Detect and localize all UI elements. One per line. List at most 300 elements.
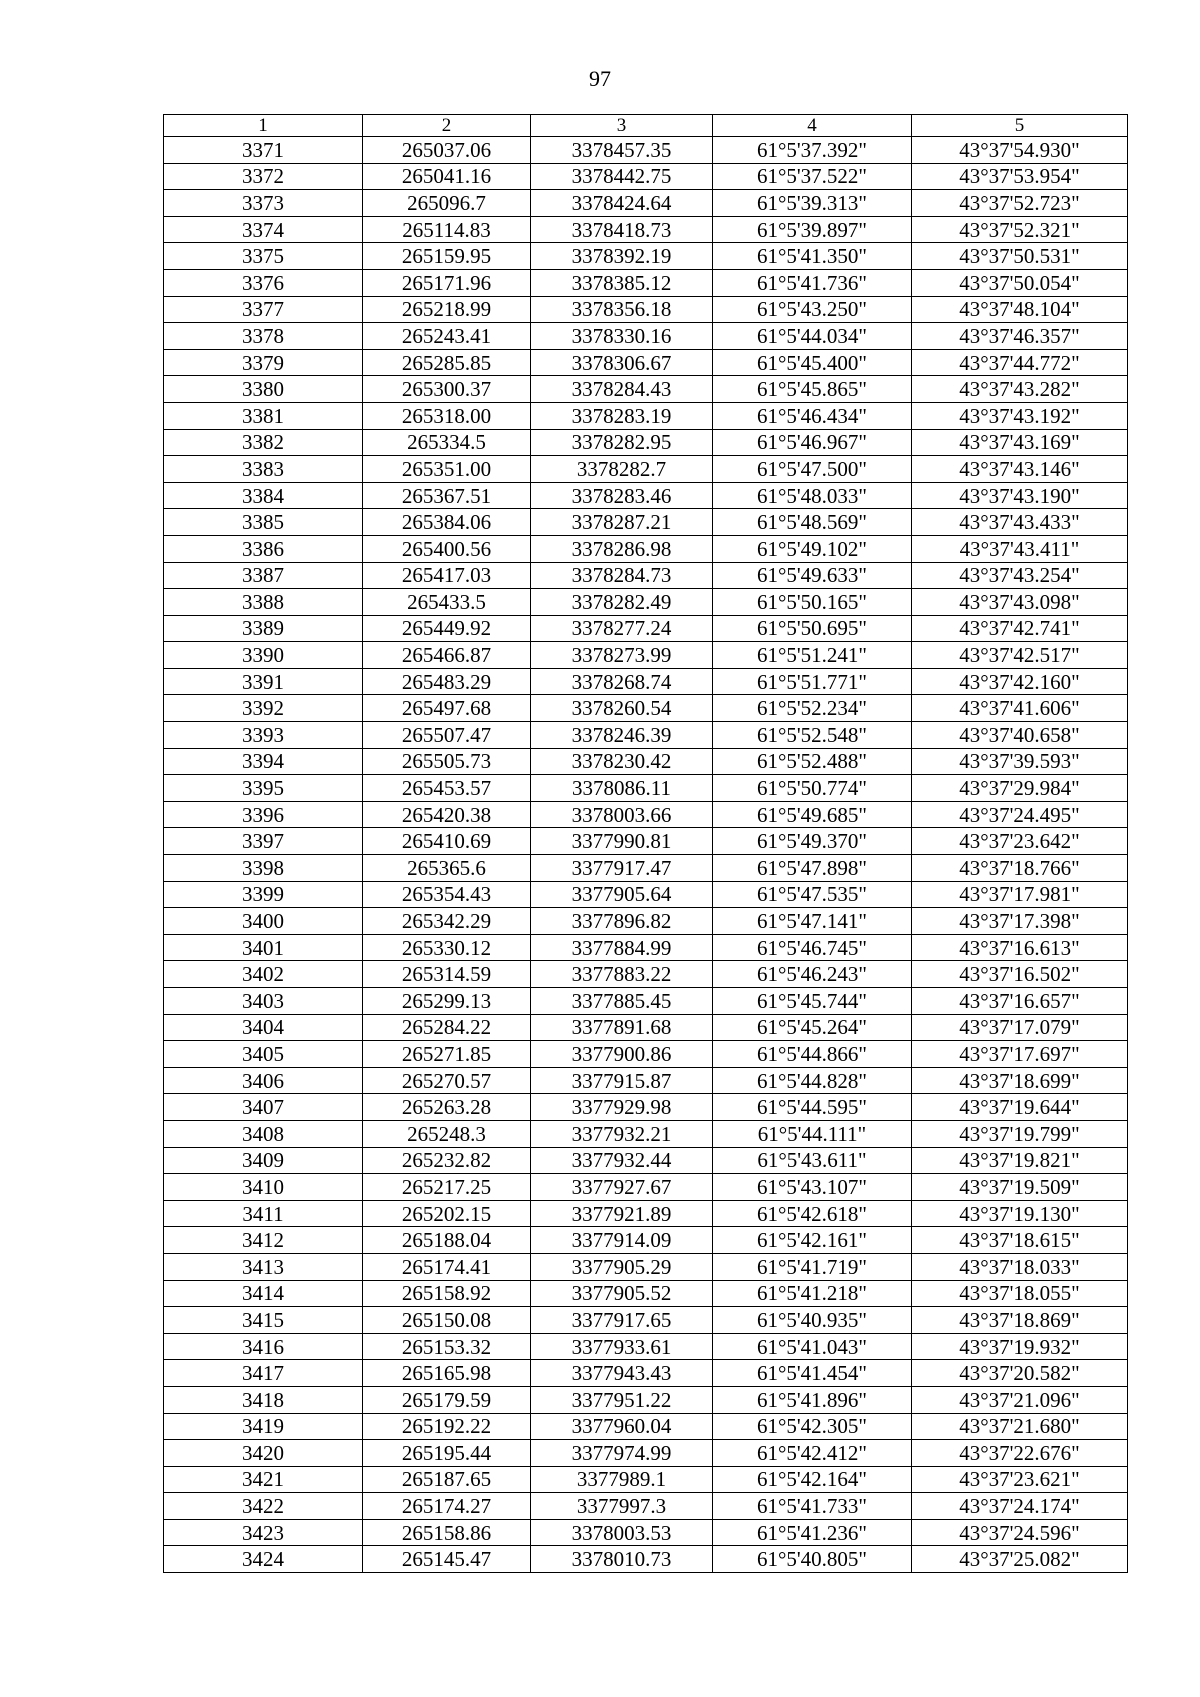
table-row: [164, 376, 1128, 403]
y-coordinate-cell: 3377932.44: [531, 1147, 713, 1174]
latitude-cell: 43°37'22.676": [912, 1440, 1128, 1467]
x-coordinate-cell: 265195.44: [363, 1440, 531, 1467]
x-coordinate-cell: 265351.00: [363, 456, 531, 483]
table-row: [164, 349, 1128, 376]
longitude-cell: 61°5'47.141": [713, 908, 912, 935]
x-coordinate-cell: 265096.7: [363, 190, 531, 217]
x-coordinate-cell: 265174.41: [363, 1253, 531, 1280]
latitude-cell: 43°37'18.615": [912, 1227, 1128, 1254]
x-coordinate-cell: 265497.68: [363, 695, 531, 722]
table-row: [164, 429, 1128, 456]
x-coordinate-cell: 265334.5: [363, 429, 531, 456]
x-coordinate-cell: 265150.08: [363, 1307, 531, 1334]
y-coordinate-cell: 3377943.43: [531, 1360, 713, 1387]
longitude-cell: 61°5'46.243": [713, 961, 912, 988]
longitude-cell: 61°5'45.865": [713, 376, 912, 403]
latitude-cell: 43°37'16.613": [912, 934, 1128, 961]
point-number-cell: 3407: [164, 1094, 363, 1121]
latitude-cell: 43°37'16.502": [912, 961, 1128, 988]
table-row: [164, 1493, 1128, 1520]
latitude-cell: 43°37'18.055": [912, 1280, 1128, 1307]
x-coordinate-cell: 265153.32: [363, 1333, 531, 1360]
longitude-cell: 61°5'44.595": [713, 1094, 912, 1121]
point-number-cell: 3413: [164, 1253, 363, 1280]
column-header: 1: [164, 115, 363, 137]
latitude-cell: 43°37'52.723": [912, 190, 1128, 217]
longitude-cell: 61°5'46.745": [713, 934, 912, 961]
longitude-cell: 61°5'49.685": [713, 801, 912, 828]
table-row: [164, 934, 1128, 961]
x-coordinate-cell: 265179.59: [363, 1386, 531, 1413]
point-number-cell: 3384: [164, 482, 363, 509]
table-row: [164, 243, 1128, 270]
y-coordinate-cell: 3378003.66: [531, 801, 713, 828]
table-row: [164, 1094, 1128, 1121]
latitude-cell: 43°37'23.621": [912, 1466, 1128, 1493]
latitude-cell: 43°37'23.642": [912, 828, 1128, 855]
table-row: [164, 509, 1128, 536]
x-coordinate-cell: 265145.47: [363, 1546, 531, 1573]
table-row: [164, 801, 1128, 828]
point-number-cell: 3385: [164, 509, 363, 536]
y-coordinate-cell: 3378283.46: [531, 482, 713, 509]
point-number-cell: 3408: [164, 1120, 363, 1147]
longitude-cell: 61°5'41.236": [713, 1519, 912, 1546]
table-row: [164, 269, 1128, 296]
point-number-cell: 3424: [164, 1546, 363, 1573]
y-coordinate-cell: 3377974.99: [531, 1440, 713, 1467]
latitude-cell: 43°37'19.130": [912, 1200, 1128, 1227]
x-coordinate-cell: 265037.06: [363, 137, 531, 164]
table-row: [164, 908, 1128, 935]
y-coordinate-cell: 3378306.67: [531, 349, 713, 376]
latitude-cell: 43°37'52.321": [912, 216, 1128, 243]
point-number-cell: 3423: [164, 1519, 363, 1546]
y-coordinate-cell: 3378282.49: [531, 589, 713, 616]
point-number-cell: 3395: [164, 775, 363, 802]
y-coordinate-cell: 3378284.43: [531, 376, 713, 403]
latitude-cell: 43°37'21.680": [912, 1413, 1128, 1440]
column-header: 3: [531, 115, 713, 137]
table-row: [164, 1333, 1128, 1360]
y-coordinate-cell: 3378282.95: [531, 429, 713, 456]
longitude-cell: 61°5'46.967": [713, 429, 912, 456]
y-coordinate-cell: 3377885.45: [531, 988, 713, 1015]
latitude-cell: 43°37'24.495": [912, 801, 1128, 828]
point-number-cell: 3414: [164, 1280, 363, 1307]
table-row: [164, 642, 1128, 669]
y-coordinate-cell: 3377927.67: [531, 1174, 713, 1201]
table-row: [164, 456, 1128, 483]
longitude-cell: 61°5'41.218": [713, 1280, 912, 1307]
y-coordinate-cell: 3377884.99: [531, 934, 713, 961]
y-coordinate-cell: 3377915.87: [531, 1067, 713, 1094]
x-coordinate-cell: 265159.95: [363, 243, 531, 270]
x-coordinate-cell: 265300.37: [363, 376, 531, 403]
x-coordinate-cell: 265158.92: [363, 1280, 531, 1307]
table-row: [164, 535, 1128, 562]
x-coordinate-cell: 265165.98: [363, 1360, 531, 1387]
y-coordinate-cell: 3378086.11: [531, 775, 713, 802]
longitude-cell: 61°5'43.107": [713, 1174, 912, 1201]
y-coordinate-cell: 3378282.7: [531, 456, 713, 483]
page-number: 97: [589, 66, 611, 91]
point-number-cell: 3403: [164, 988, 363, 1015]
point-number-cell: 3389: [164, 615, 363, 642]
y-coordinate-cell: 3378003.53: [531, 1519, 713, 1546]
latitude-cell: 43°37'25.082": [912, 1546, 1128, 1573]
x-coordinate-cell: 265270.57: [363, 1067, 531, 1094]
latitude-cell: 43°37'48.104": [912, 296, 1128, 323]
longitude-cell: 61°5'49.370": [713, 828, 912, 855]
longitude-cell: 61°5'50.165": [713, 589, 912, 616]
latitude-cell: 43°37'16.657": [912, 988, 1128, 1015]
longitude-cell: 61°5'52.234": [713, 695, 912, 722]
x-coordinate-cell: 265314.59: [363, 961, 531, 988]
table-row: [164, 668, 1128, 695]
point-number-cell: 3415: [164, 1307, 363, 1334]
point-number-cell: 3383: [164, 456, 363, 483]
y-coordinate-cell: 3377900.86: [531, 1041, 713, 1068]
y-coordinate-cell: 3378260.54: [531, 695, 713, 722]
longitude-cell: 61°5'41.733": [713, 1493, 912, 1520]
column-header: 2: [363, 115, 531, 137]
x-coordinate-cell: 265284.22: [363, 1014, 531, 1041]
point-number-cell: 3411: [164, 1200, 363, 1227]
latitude-cell: 43°37'43.146": [912, 456, 1128, 483]
table-row: [164, 988, 1128, 1015]
latitude-cell: 43°37'53.954": [912, 163, 1128, 190]
latitude-cell: 43°37'46.357": [912, 323, 1128, 350]
y-coordinate-cell: 3377933.61: [531, 1333, 713, 1360]
y-coordinate-cell: 3378283.19: [531, 402, 713, 429]
point-number-cell: 3390: [164, 642, 363, 669]
table-row: [164, 1307, 1128, 1334]
x-coordinate-cell: 265483.29: [363, 668, 531, 695]
table-row: [164, 1386, 1128, 1413]
x-coordinate-cell: 265217.25: [363, 1174, 531, 1201]
point-number-cell: 3375: [164, 243, 363, 270]
y-coordinate-cell: 3377932.21: [531, 1120, 713, 1147]
latitude-cell: 43°37'18.766": [912, 855, 1128, 882]
longitude-cell: 61°5'41.736": [713, 269, 912, 296]
table-row: [164, 1147, 1128, 1174]
x-coordinate-cell: 265248.3: [363, 1120, 531, 1147]
y-coordinate-cell: 3378457.35: [531, 137, 713, 164]
point-number-cell: 3410: [164, 1174, 363, 1201]
x-coordinate-cell: 265232.82: [363, 1147, 531, 1174]
x-coordinate-cell: 265507.47: [363, 722, 531, 749]
x-coordinate-cell: 265202.15: [363, 1200, 531, 1227]
point-number-cell: 3392: [164, 695, 363, 722]
x-coordinate-cell: 265299.13: [363, 988, 531, 1015]
x-coordinate-cell: 265285.85: [363, 349, 531, 376]
y-coordinate-cell: 3377929.98: [531, 1094, 713, 1121]
point-number-cell: 3381: [164, 402, 363, 429]
longitude-cell: 61°5'44.034": [713, 323, 912, 350]
x-coordinate-cell: 265410.69: [363, 828, 531, 855]
x-coordinate-cell: 265187.65: [363, 1466, 531, 1493]
x-coordinate-cell: 265041.16: [363, 163, 531, 190]
table-row: [164, 855, 1128, 882]
x-coordinate-cell: 265466.87: [363, 642, 531, 669]
longitude-cell: 61°5'43.250": [713, 296, 912, 323]
x-coordinate-cell: 265433.5: [363, 589, 531, 616]
longitude-cell: 61°5'42.305": [713, 1413, 912, 1440]
table-row: [164, 961, 1128, 988]
point-number-cell: 3417: [164, 1360, 363, 1387]
latitude-cell: 43°37'42.517": [912, 642, 1128, 669]
longitude-cell: 61°5'41.043": [713, 1333, 912, 1360]
column-header: 4: [713, 115, 912, 137]
longitude-cell: 61°5'50.695": [713, 615, 912, 642]
latitude-cell: 43°37'19.644": [912, 1094, 1128, 1121]
latitude-cell: 43°37'19.821": [912, 1147, 1128, 1174]
point-number-cell: 3404: [164, 1014, 363, 1041]
latitude-cell: 43°37'18.699": [912, 1067, 1128, 1094]
table-row: [164, 1200, 1128, 1227]
longitude-cell: 61°5'37.522": [713, 163, 912, 190]
y-coordinate-cell: 3378418.73: [531, 216, 713, 243]
longitude-cell: 61°5'47.898": [713, 855, 912, 882]
table-row: [164, 775, 1128, 802]
latitude-cell: 43°37'43.098": [912, 589, 1128, 616]
column-header: 5: [912, 115, 1128, 137]
table-row: [164, 881, 1128, 908]
point-number-cell: 3412: [164, 1227, 363, 1254]
point-number-cell: 3399: [164, 881, 363, 908]
x-coordinate-cell: 265367.51: [363, 482, 531, 509]
x-coordinate-cell: 265365.6: [363, 855, 531, 882]
table-row: [164, 216, 1128, 243]
x-coordinate-cell: 265158.86: [363, 1519, 531, 1546]
latitude-cell: 43°37'29.984": [912, 775, 1128, 802]
table-row: [164, 323, 1128, 350]
latitude-cell: 43°37'17.079": [912, 1014, 1128, 1041]
latitude-cell: 43°37'41.606": [912, 695, 1128, 722]
x-coordinate-cell: 265400.56: [363, 535, 531, 562]
table-row: [164, 1413, 1128, 1440]
table-row: [164, 296, 1128, 323]
point-number-cell: 3379: [164, 349, 363, 376]
longitude-cell: 61°5'51.241": [713, 642, 912, 669]
y-coordinate-cell: 3377914.09: [531, 1227, 713, 1254]
point-number-cell: 3378: [164, 323, 363, 350]
table-row: [164, 482, 1128, 509]
longitude-cell: 61°5'39.313": [713, 190, 912, 217]
y-coordinate-cell: 3378442.75: [531, 163, 713, 190]
y-coordinate-cell: 3378287.21: [531, 509, 713, 536]
y-coordinate-cell: 3378385.12: [531, 269, 713, 296]
longitude-cell: 61°5'42.412": [713, 1440, 912, 1467]
longitude-cell: 61°5'41.350": [713, 243, 912, 270]
table-row: [164, 137, 1128, 164]
x-coordinate-cell: 265192.22: [363, 1413, 531, 1440]
table-row: [164, 589, 1128, 616]
point-number-cell: 3401: [164, 934, 363, 961]
point-number-cell: 3388: [164, 589, 363, 616]
table-row: [164, 1120, 1128, 1147]
y-coordinate-cell: 3377960.04: [531, 1413, 713, 1440]
longitude-cell: 61°5'41.719": [713, 1253, 912, 1280]
y-coordinate-cell: 3378356.18: [531, 296, 713, 323]
longitude-cell: 61°5'42.164": [713, 1466, 912, 1493]
point-number-cell: 3373: [164, 190, 363, 217]
longitude-cell: 61°5'42.618": [713, 1200, 912, 1227]
y-coordinate-cell: 3377917.47: [531, 855, 713, 882]
point-number-cell: 3409: [164, 1147, 363, 1174]
point-number-cell: 3380: [164, 376, 363, 403]
table-row: [164, 828, 1128, 855]
y-coordinate-cell: 3378286.98: [531, 535, 713, 562]
x-coordinate-cell: 265114.83: [363, 216, 531, 243]
y-coordinate-cell: 3377917.65: [531, 1307, 713, 1334]
point-number-cell: 3374: [164, 216, 363, 243]
point-number-cell: 3420: [164, 1440, 363, 1467]
longitude-cell: 61°5'43.611": [713, 1147, 912, 1174]
longitude-cell: 61°5'45.744": [713, 988, 912, 1015]
y-coordinate-cell: 3377990.81: [531, 828, 713, 855]
x-coordinate-cell: 265417.03: [363, 562, 531, 589]
y-coordinate-cell: 3377883.22: [531, 961, 713, 988]
point-number-cell: 3406: [164, 1067, 363, 1094]
y-coordinate-cell: 3377951.22: [531, 1386, 713, 1413]
x-coordinate-cell: 265171.96: [363, 269, 531, 296]
longitude-cell: 61°5'37.392": [713, 137, 912, 164]
table-row: [164, 1227, 1128, 1254]
latitude-cell: 43°37'44.772": [912, 349, 1128, 376]
latitude-cell: 43°37'19.509": [912, 1174, 1128, 1201]
latitude-cell: 43°37'19.932": [912, 1333, 1128, 1360]
y-coordinate-cell: 3378284.73: [531, 562, 713, 589]
point-number-cell: 3422: [164, 1493, 363, 1520]
y-coordinate-cell: 3378246.39: [531, 722, 713, 749]
point-number-cell: 3418: [164, 1386, 363, 1413]
table-row: [164, 615, 1128, 642]
table-row: [164, 748, 1128, 775]
table-row: [164, 1519, 1128, 1546]
latitude-cell: 43°37'43.282": [912, 376, 1128, 403]
latitude-cell: 43°37'17.981": [912, 881, 1128, 908]
point-number-cell: 3372: [164, 163, 363, 190]
table-row: [164, 695, 1128, 722]
x-coordinate-cell: 265420.38: [363, 801, 531, 828]
y-coordinate-cell: 3377891.68: [531, 1014, 713, 1041]
x-coordinate-cell: 265271.85: [363, 1041, 531, 1068]
latitude-cell: 43°37'42.160": [912, 668, 1128, 695]
longitude-cell: 61°5'44.828": [713, 1067, 912, 1094]
table-row: [164, 1253, 1128, 1280]
table-row: [164, 562, 1128, 589]
x-coordinate-cell: 265218.99: [363, 296, 531, 323]
point-number-cell: 3400: [164, 908, 363, 935]
point-number-cell: 3396: [164, 801, 363, 828]
table-row: [164, 1014, 1128, 1041]
latitude-cell: 43°37'24.174": [912, 1493, 1128, 1520]
coordinates-table: [163, 114, 1128, 1573]
point-number-cell: 3382: [164, 429, 363, 456]
longitude-cell: 61°5'47.535": [713, 881, 912, 908]
y-coordinate-cell: 3378010.73: [531, 1546, 713, 1573]
table-row: [164, 402, 1128, 429]
point-number-cell: 3376: [164, 269, 363, 296]
table-row: [164, 722, 1128, 749]
longitude-cell: 61°5'46.434": [713, 402, 912, 429]
table-row: [164, 1174, 1128, 1201]
table-header-row: [164, 115, 1128, 137]
latitude-cell: 43°37'17.697": [912, 1041, 1128, 1068]
x-coordinate-cell: 265188.04: [363, 1227, 531, 1254]
point-number-cell: 3402: [164, 961, 363, 988]
latitude-cell: 43°37'43.192": [912, 402, 1128, 429]
longitude-cell: 61°5'42.161": [713, 1227, 912, 1254]
latitude-cell: 43°37'24.596": [912, 1519, 1128, 1546]
longitude-cell: 61°5'50.774": [713, 775, 912, 802]
x-coordinate-cell: 265330.12: [363, 934, 531, 961]
y-coordinate-cell: 3378273.99: [531, 642, 713, 669]
longitude-cell: 61°5'48.033": [713, 482, 912, 509]
y-coordinate-cell: 3377989.1: [531, 1466, 713, 1493]
latitude-cell: 43°37'50.531": [912, 243, 1128, 270]
x-coordinate-cell: 265505.73: [363, 748, 531, 775]
table-body: [164, 137, 1128, 1573]
point-number-cell: 3419: [164, 1413, 363, 1440]
point-number-cell: 3391: [164, 668, 363, 695]
longitude-cell: 61°5'49.633": [713, 562, 912, 589]
longitude-cell: 61°5'44.866": [713, 1041, 912, 1068]
latitude-cell: 43°37'18.869": [912, 1307, 1128, 1334]
table-row: [164, 1041, 1128, 1068]
y-coordinate-cell: 3378277.24: [531, 615, 713, 642]
longitude-cell: 61°5'49.102": [713, 535, 912, 562]
y-coordinate-cell: 3378330.16: [531, 323, 713, 350]
latitude-cell: 43°37'43.411": [912, 535, 1128, 562]
latitude-cell: 43°37'39.593": [912, 748, 1128, 775]
longitude-cell: 61°5'47.500": [713, 456, 912, 483]
x-coordinate-cell: 265354.43: [363, 881, 531, 908]
x-coordinate-cell: 265342.29: [363, 908, 531, 935]
longitude-cell: 61°5'48.569": [713, 509, 912, 536]
longitude-cell: 61°5'51.771": [713, 668, 912, 695]
point-number-cell: 3416: [164, 1333, 363, 1360]
longitude-cell: 61°5'52.548": [713, 722, 912, 749]
x-coordinate-cell: 265449.92: [363, 615, 531, 642]
point-number-cell: 3386: [164, 535, 363, 562]
latitude-cell: 43°37'54.930": [912, 137, 1128, 164]
latitude-cell: 43°37'18.033": [912, 1253, 1128, 1280]
y-coordinate-cell: 3377997.3: [531, 1493, 713, 1520]
latitude-cell: 43°37'21.096": [912, 1386, 1128, 1413]
latitude-cell: 43°37'50.054": [912, 269, 1128, 296]
longitude-cell: 61°5'40.805": [713, 1546, 912, 1573]
table-row: [164, 1360, 1128, 1387]
y-coordinate-cell: 3378392.19: [531, 243, 713, 270]
longitude-cell: 61°5'52.488": [713, 748, 912, 775]
y-coordinate-cell: 3377905.29: [531, 1253, 713, 1280]
point-number-cell: 3421: [164, 1466, 363, 1493]
point-number-cell: 3397: [164, 828, 363, 855]
table-row: [164, 163, 1128, 190]
point-number-cell: 3405: [164, 1041, 363, 1068]
longitude-cell: 61°5'45.400": [713, 349, 912, 376]
longitude-cell: 61°5'44.111": [713, 1120, 912, 1147]
x-coordinate-cell: 265174.27: [363, 1493, 531, 1520]
y-coordinate-cell: 3378268.74: [531, 668, 713, 695]
longitude-cell: 61°5'39.897": [713, 216, 912, 243]
latitude-cell: 43°37'19.799": [912, 1120, 1128, 1147]
point-number-cell: 3377: [164, 296, 363, 323]
longitude-cell: 61°5'45.264": [713, 1014, 912, 1041]
